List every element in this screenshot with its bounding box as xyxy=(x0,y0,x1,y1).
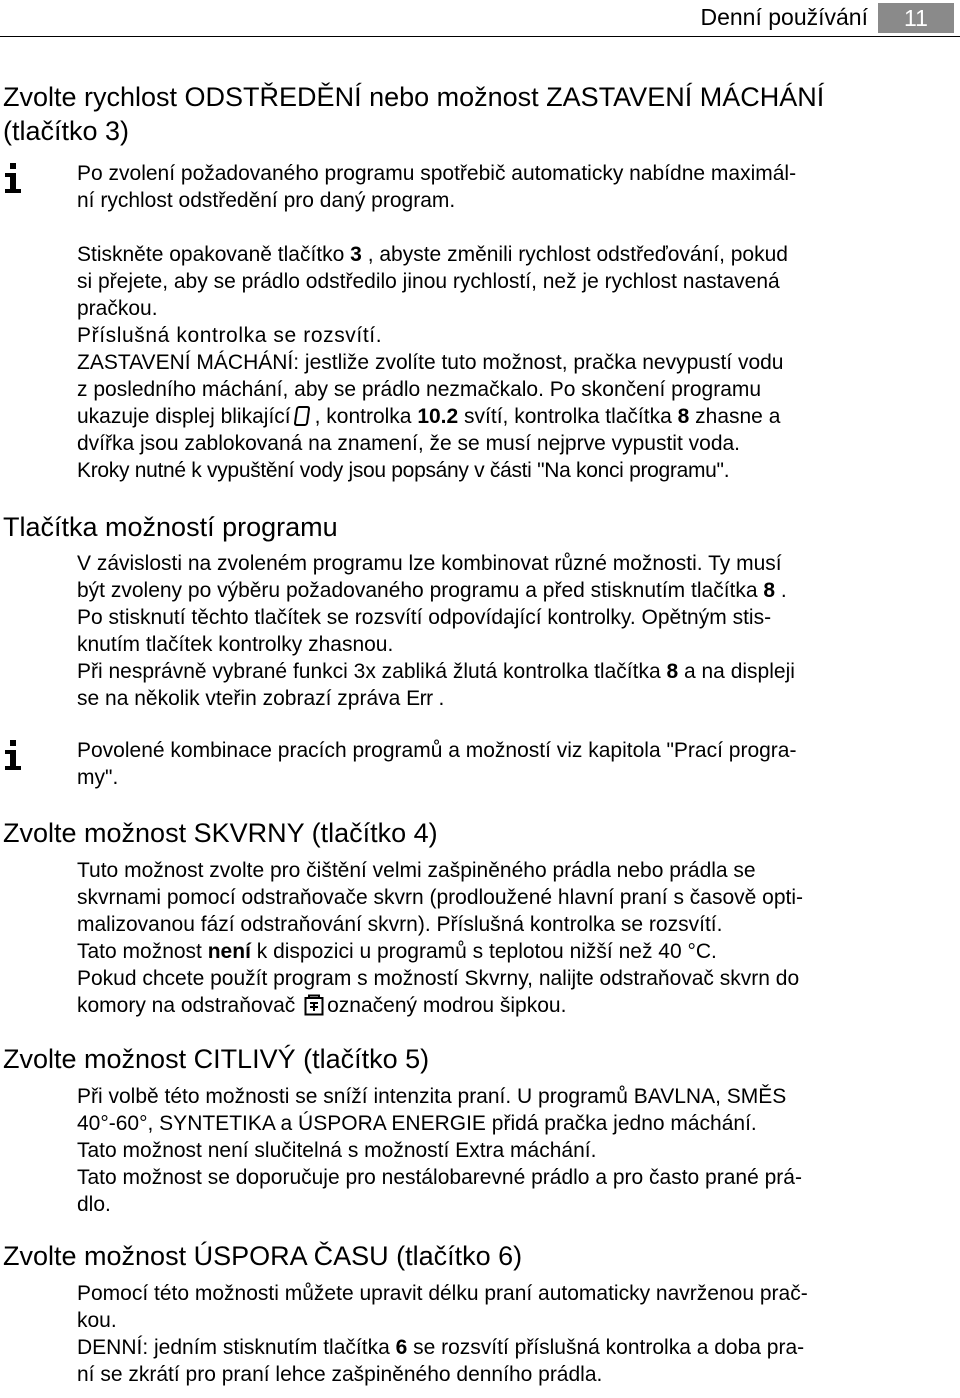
spin-paragraph xyxy=(77,241,957,484)
text-line: dlo. xyxy=(77,1193,111,1216)
text-span: Při nesprávně vybrané funkci 3x zabliká žlutá kontrolka tlačítka xyxy=(77,660,667,683)
info-icon xyxy=(4,740,22,770)
text-span: a na displeji xyxy=(678,660,795,683)
text-line: si přejete, aby se prádlo odstředilo jinou rychlostí, než je rychlost nastavená xyxy=(77,270,780,293)
text-span: , abyste změnili rychlost odstřeďování, pokud xyxy=(361,243,788,266)
section-heading-spin xyxy=(3,80,824,148)
text-line: pračkou. xyxy=(77,297,158,320)
text-line: knutím tlačítek kontrolky zhasnou. xyxy=(77,633,394,656)
text-line: my". xyxy=(77,766,119,789)
heading-line: Zvolte rychlost ODSTŘEDĚNÍ nebo možnost ZASTAVENÍ MÁCHÁNÍ xyxy=(3,82,825,112)
text-span: zhasne a xyxy=(689,405,781,428)
text-line: skvrnami pomocí odstraňovače skvrn (prodloužené hlavní praní s časově opti- xyxy=(77,886,804,909)
section-heading-stain: Zvolte možnost SKVRNY (tlačítko 4) xyxy=(3,818,438,848)
text-line: Při volbě této možnosti se sníží intenzita praní. U programů BAVLNA, SMĚS xyxy=(77,1085,787,1108)
emphasis-text: není xyxy=(207,940,251,963)
header-divider xyxy=(0,36,960,37)
indicator-number: 10.2 xyxy=(417,405,459,428)
text-line: ní rychlost odstředění pro daný program. xyxy=(77,189,456,212)
text-line: Příslušná kontrolka se rozsvítí. xyxy=(77,324,383,347)
text-span: Stiskněte opakovaně tlačítko xyxy=(77,243,351,266)
text-line: Po stisknutí těchto tlačítek se rozsvítí odpovídající kontrolky. Opětným stis- xyxy=(77,606,772,629)
button-number: 8 xyxy=(666,660,679,683)
page-number-badge: 11 xyxy=(878,3,954,33)
error-code: Err xyxy=(406,687,433,710)
section-heading-timesave: Zvolte možnost ÚSPORA ČASU (tlačítko 6) xyxy=(3,1241,523,1271)
text-line: Povolené kombinace pracích programů a možností viz kapitola "Prací progra- xyxy=(77,739,797,762)
text-span: se rozsvítí příslušná kontrolka a doba pra- xyxy=(407,1336,805,1359)
stain-compartment-icon xyxy=(304,994,324,1016)
text-line: Tuto možnost zvolte pro čištění velmi zašpiněného prádla nebo prádla se xyxy=(77,859,756,882)
header-title: Denní používání xyxy=(700,4,868,30)
timesave-paragraph xyxy=(77,1280,957,1388)
text-line: Tato možnost není slučitelná s možností Extra máchání. xyxy=(77,1139,597,1162)
text-line: ní se zkrátí pro praní lehce zašpiněného denního prádla. xyxy=(77,1363,603,1386)
text-span: označený modrou šipkou. xyxy=(327,994,567,1017)
button-number: 8 xyxy=(677,405,690,428)
text-span: se na několik vteřin zobrazí zpráva xyxy=(77,687,407,710)
text-line: Tato možnost se doporučuje pro nestálobarevné prádlo a pro často prané prá- xyxy=(77,1166,802,1189)
text-span: DENNÍ: jedním stisknutím tlačítka xyxy=(77,1336,396,1359)
options-info-note xyxy=(77,737,957,791)
heading-line: (tlačítko 3) xyxy=(3,116,130,146)
button-number: 3 xyxy=(350,243,362,266)
text-span: . xyxy=(775,579,787,602)
cross-reference-link[interactable]: Kroky nutné k vypuštění vody jsou popsány v části "Na konci programu". xyxy=(77,459,730,482)
text-line: ZASTAVENÍ MÁCHÁNÍ: jestliže zvolíte tuto možnost, pračka nevypustí vodu xyxy=(77,351,784,374)
text-line: V závislosti na zvoleném programu lze kombinovat různé možnosti. Ty musí xyxy=(77,552,782,575)
text-span: ukazuje displej blikající xyxy=(77,405,291,428)
text-line: dvířka jsou zablokovaná na znamení, že se musí nejprve vypustit voda. xyxy=(77,432,741,455)
text-line: Pokud chcete použít program s možností Skvrny, nalijte odstraňovač skvrn do xyxy=(77,967,800,990)
text-line: z posledního máchání, aby se prádlo nezmačkalo. Po skončení programu xyxy=(77,378,762,401)
text-line: Po zvolení požadovaného programu spotřebič automaticky nabídne maximál- xyxy=(77,162,797,185)
display-zero-icon xyxy=(293,406,310,426)
spin-info-note xyxy=(77,160,957,214)
text-span: komory na odstraňovač xyxy=(77,994,296,1017)
sensitive-paragraph xyxy=(77,1083,957,1218)
text-span: k dispozici u programů s teplotou nižší než 40 °C. xyxy=(250,940,717,963)
button-number: 6 xyxy=(395,1336,408,1359)
button-number: 8 xyxy=(763,579,776,602)
text-line: malizovanou fází odstraňování skvrn). Příslušná kontrolka se rozsvítí. xyxy=(77,913,723,936)
text-line: Pomocí této možnosti můžete upravit délku praní automaticky navrženou prač- xyxy=(77,1282,808,1305)
section-heading-sensitive: Zvolte možnost CITLIVÝ (tlačítko 5) xyxy=(3,1044,430,1074)
text-span: . xyxy=(432,687,445,710)
text-line: 40°-60°, SYNTETIKA a ÚSPORA ENERGIE přidá pračka jedno máchání. xyxy=(77,1112,757,1135)
page-header xyxy=(0,0,960,36)
text-line: kou. xyxy=(77,1309,117,1332)
text-span: být zvoleny po výběru požadovaného programu a před stisknutím tlačítka xyxy=(77,579,764,602)
section-heading-options: Tlačítka možností programu xyxy=(3,512,338,542)
stain-paragraph xyxy=(77,857,957,1019)
options-paragraph xyxy=(77,550,957,712)
text-span: svítí, kontrolka tlačítka xyxy=(458,405,678,428)
text-span: , kontrolka xyxy=(314,405,418,428)
info-icon xyxy=(4,163,22,193)
text-span: Tato možnost xyxy=(77,940,208,963)
